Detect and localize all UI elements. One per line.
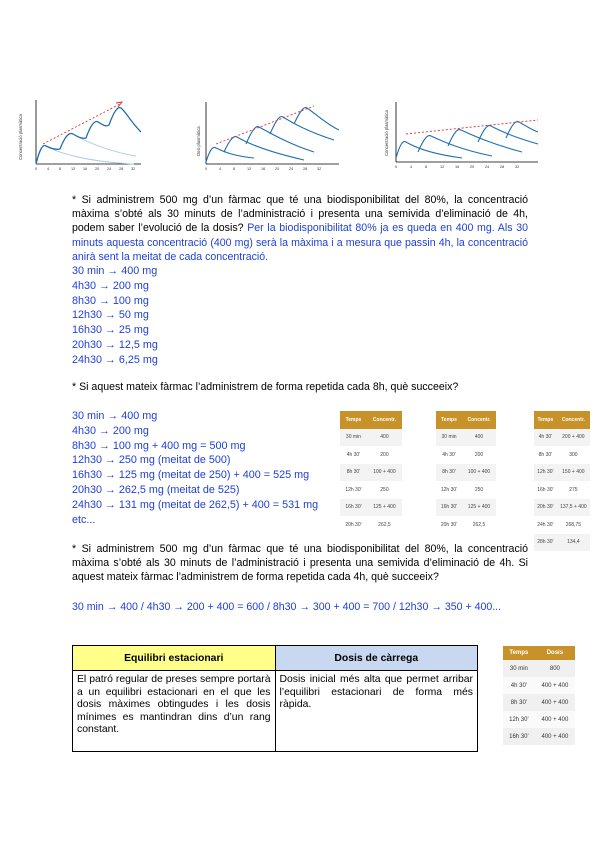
table-row bbox=[340, 516, 402, 534]
mini-table-1 bbox=[340, 411, 402, 534]
table-header: Concentr. bbox=[557, 411, 590, 429]
table-row bbox=[534, 499, 590, 517]
tick-label: 28 bbox=[119, 167, 124, 171]
table-cell: 30 min bbox=[340, 429, 367, 447]
tick-label: 12 bbox=[71, 167, 76, 171]
tick-label: 20 bbox=[95, 167, 100, 171]
graph-1 bbox=[16, 94, 146, 174]
table-cell: 275 bbox=[557, 481, 590, 499]
tick-label: 32 bbox=[131, 167, 136, 171]
table-cell: 12h 30' bbox=[534, 464, 557, 482]
list-item: 8h30 → 100 mg bbox=[72, 294, 149, 307]
evolution-list-2 bbox=[72, 409, 318, 527]
tick-label: 20 bbox=[470, 165, 475, 169]
table-cell: 262,5 bbox=[462, 516, 496, 534]
tick-label: 24 bbox=[107, 167, 112, 171]
loading-dose-header: Dosis de càrrega bbox=[275, 646, 478, 671]
list-item: 20h30 → 262,5 mg (meitat de 525) bbox=[72, 483, 240, 496]
list-item: 12h30 → 250 mg (meitat de 500) bbox=[72, 454, 231, 467]
question-1-answer: Per la biodisponibilitat 80% ja es queda en 400 mg. Als 30 minuts aquesta concentració (400 mg) serà la màxima i a mesura que passin 4h, la concentració anirà sent la meitat de cada concentració. bbox=[72, 222, 528, 263]
dose-curve-1 bbox=[206, 147, 254, 162]
table-cell: 4h 30' bbox=[436, 446, 462, 464]
table-row bbox=[503, 711, 575, 728]
list-item: 24h30 → 131 mg (meitat de 262,5) + 400 = 531 mg bbox=[72, 498, 319, 511]
table-header: Temps bbox=[436, 411, 462, 429]
table-cell: 200 + 400 bbox=[557, 429, 590, 447]
list-item: 12h30 → 50 mg bbox=[72, 309, 149, 322]
dose-curve-4 bbox=[270, 117, 334, 140]
list-item: 30 min → 400 mg bbox=[72, 410, 158, 422]
table-cell: 100 + 400 bbox=[367, 464, 402, 482]
graph-2-ylabel: Dosi plasmàtica bbox=[196, 126, 201, 156]
table-row bbox=[436, 429, 496, 447]
table-row bbox=[436, 464, 496, 482]
tick-label: 0 bbox=[35, 167, 38, 171]
tick-label: 28 bbox=[500, 165, 505, 169]
tick-label: 8 bbox=[425, 165, 428, 169]
table-cell: 300 bbox=[557, 446, 590, 464]
question-3-text: * Si administrem 500 mg d’un fàrmac que té una biodisponibilitat del 80%, la concentració màxima s’obté als 30 minuts de l’administració i presenta una semivida d’eliminació de 4h. Si aquest mateix fàrmac l’administrem de forma repetida cada 4h, què succeeix? bbox=[72, 543, 528, 584]
table-header: Dosis bbox=[535, 646, 575, 660]
list-item: 4h30 → 200 mg bbox=[72, 424, 149, 437]
table-row bbox=[534, 429, 590, 447]
tick-label: 28 bbox=[303, 167, 308, 171]
list-item: 30 min → 400 mg bbox=[72, 265, 158, 277]
steady-state-text: El patró regular de preses sempre portarà a un equilibri estacionari en el que les dosis màximes obtingudes i les dosis mínimes es mantindran dins d’un rang constant. bbox=[73, 671, 276, 752]
table-row bbox=[340, 446, 402, 464]
list-item: 16h30 → 125 mg (meitat de 250) + 400 = 525 mg bbox=[72, 469, 310, 482]
table-header: Concentr. bbox=[462, 411, 496, 429]
list-item: 24h30 → 6,25 mg bbox=[72, 353, 158, 366]
tick-label: 32 bbox=[515, 165, 520, 169]
table-cell: 4h 30' bbox=[503, 677, 535, 694]
question-2-text: * Si aquest mateix fàrmac l’administrem de forma repetida cada 8h, què succeeix? bbox=[72, 381, 459, 393]
table-cell: 20h 30' bbox=[534, 499, 557, 517]
table-row bbox=[503, 660, 575, 677]
table-header: Temps bbox=[340, 411, 367, 429]
table-cell: 12h 30' bbox=[503, 711, 535, 728]
list-item: 16h30 → 25 mg bbox=[72, 324, 149, 337]
table-row bbox=[534, 534, 590, 552]
dose-curve-1 bbox=[396, 142, 462, 158]
table-row bbox=[436, 446, 496, 464]
mini-table-2 bbox=[436, 411, 496, 534]
question-3 bbox=[72, 542, 528, 585]
table-cell: 400 bbox=[462, 429, 496, 447]
summary-table bbox=[72, 645, 478, 752]
table-row bbox=[436, 481, 496, 499]
table-cell: 24h 30' bbox=[534, 516, 557, 534]
tick-label: 12 bbox=[247, 167, 252, 171]
table-cell: 8h 30' bbox=[436, 464, 462, 482]
question-1-text: * Si administrem 500 mg d’un fàrmac que té una biodisponibilitat del 80%, la concentració màxima s’obté als 30 minuts de l’administració i presenta una semivida d’eliminació de 4h, podem saber l’evolució de la dosis? bbox=[72, 194, 528, 235]
table-row bbox=[534, 516, 590, 534]
tick-label: 16 bbox=[455, 165, 460, 169]
single-dose-curve-2 bbox=[60, 134, 136, 156]
table-cell: 8h 30' bbox=[340, 464, 367, 482]
table-header: Concentr. bbox=[367, 411, 402, 429]
graph-2-plot bbox=[194, 94, 344, 174]
table-cell: 100 + 400 bbox=[462, 464, 496, 482]
steady-state-header: Equilibri estacionari bbox=[73, 646, 276, 671]
table-cell: 16h 30' bbox=[534, 481, 557, 499]
tick-label: 24 bbox=[485, 165, 490, 169]
table-cell: 400 + 400 bbox=[535, 677, 575, 694]
table-row bbox=[436, 499, 496, 517]
table-row bbox=[534, 446, 590, 464]
table-row bbox=[534, 481, 590, 499]
table-row bbox=[340, 499, 402, 517]
table-cell: 16h 30' bbox=[436, 499, 462, 517]
list-item: 8h30 → 100 mg + 400 mg = 500 mg bbox=[72, 439, 246, 452]
table-cell: 400 + 400 bbox=[535, 694, 575, 711]
list-item: etc... bbox=[72, 513, 96, 526]
cumulative-curve bbox=[36, 108, 141, 164]
table-cell: 4h 30' bbox=[534, 429, 557, 447]
trend-line bbox=[216, 106, 314, 144]
trend-line bbox=[406, 120, 538, 134]
list-item: 4h30 → 200 mg bbox=[72, 279, 149, 292]
graph-2 bbox=[194, 94, 344, 174]
tick-label: 8 bbox=[59, 167, 62, 171]
table-row bbox=[503, 677, 575, 694]
table-cell: 30 min bbox=[436, 429, 462, 447]
tick-label: 4 bbox=[410, 165, 413, 169]
table-cell: 150 + 400 bbox=[557, 464, 590, 482]
table-cell: 4h 30' bbox=[340, 446, 367, 464]
tick-label: 20 bbox=[275, 167, 280, 171]
table-cell: 400 bbox=[367, 429, 402, 447]
graph-3-plot bbox=[382, 94, 542, 174]
table-cell: 250 bbox=[462, 481, 496, 499]
table-row bbox=[340, 464, 402, 482]
tick-label: 8 bbox=[233, 167, 236, 171]
tick-label: 16 bbox=[83, 167, 88, 171]
loading-dose-table bbox=[503, 646, 575, 745]
list-item: 20h30 → 12,5 mg bbox=[72, 338, 158, 351]
graph-3 bbox=[382, 94, 542, 174]
evolution-list-1 bbox=[72, 264, 158, 368]
table-cell: 20h 30' bbox=[436, 516, 462, 534]
tick-label: 4 bbox=[47, 167, 50, 171]
table-cell: 125 + 400 bbox=[462, 499, 496, 517]
table-cell: 800 bbox=[535, 660, 575, 677]
table-cell: 125 + 400 bbox=[367, 499, 402, 517]
table-header: Temps bbox=[534, 411, 557, 429]
table-cell: 8h 30' bbox=[534, 446, 557, 464]
table-header: Temps bbox=[503, 646, 535, 660]
table-row bbox=[73, 671, 478, 752]
graph-3-ylabel: Concentració plasmàtica bbox=[384, 110, 389, 156]
table-cell: 12h 30' bbox=[436, 481, 462, 499]
mini-table-3 bbox=[534, 411, 590, 551]
table-cell: 28h 30' bbox=[534, 534, 557, 552]
table-cell: 400 + 400 bbox=[535, 728, 575, 745]
loading-dose-text: Dosis inicial més alta que permet arribar l’equilibri estacionari de forma més ràpida. bbox=[275, 671, 478, 752]
table-cell: 8h 30' bbox=[503, 694, 535, 711]
table-cell: 200 bbox=[367, 446, 402, 464]
graph-1-ylabel: Concentració plasmàtica bbox=[18, 114, 23, 160]
tick-label: 16 bbox=[261, 167, 266, 171]
tick-label: 0 bbox=[395, 165, 398, 169]
table-cell: 12h 30' bbox=[340, 481, 367, 499]
tick-label: 12 bbox=[440, 165, 445, 169]
table-cell: 262,5 bbox=[367, 516, 402, 534]
table-cell: 16h 30' bbox=[503, 728, 535, 745]
table-row bbox=[503, 694, 575, 711]
table-cell: 20h 30' bbox=[340, 516, 367, 534]
table-cell: 250 bbox=[367, 481, 402, 499]
table-cell: 134,4 bbox=[557, 534, 590, 552]
tick-label: 24 bbox=[289, 167, 294, 171]
tick-label: 0 bbox=[205, 167, 208, 171]
graph-1-plot bbox=[16, 94, 146, 174]
tick-label: 4 bbox=[219, 167, 222, 171]
table-row bbox=[340, 481, 402, 499]
sequence-line bbox=[72, 600, 501, 615]
tick-label: 32 bbox=[317, 167, 322, 171]
question-1 bbox=[72, 193, 528, 264]
dose-curve-3 bbox=[246, 127, 314, 152]
table-cell: 400 + 400 bbox=[535, 711, 575, 728]
table-cell: 30 min bbox=[503, 660, 535, 677]
sequence-text: 30 min → 400 / 4h30 → 200 + 400 = 600 / 8h30 → 300 + 400 = 700 / 12h30 → 350 + 400... bbox=[72, 601, 502, 613]
table-row bbox=[534, 464, 590, 482]
table-cell: 16h 30' bbox=[340, 499, 367, 517]
table-row bbox=[340, 429, 402, 447]
table-row bbox=[436, 516, 496, 534]
table-row bbox=[503, 728, 575, 745]
table-cell: 137,5 + 400 bbox=[557, 499, 590, 517]
table-cell: 200 bbox=[462, 446, 496, 464]
dose-curve-2 bbox=[224, 137, 304, 160]
question-2 bbox=[72, 380, 528, 394]
dose-curve-3 bbox=[448, 130, 522, 152]
table-cell: 268,75 bbox=[557, 516, 590, 534]
